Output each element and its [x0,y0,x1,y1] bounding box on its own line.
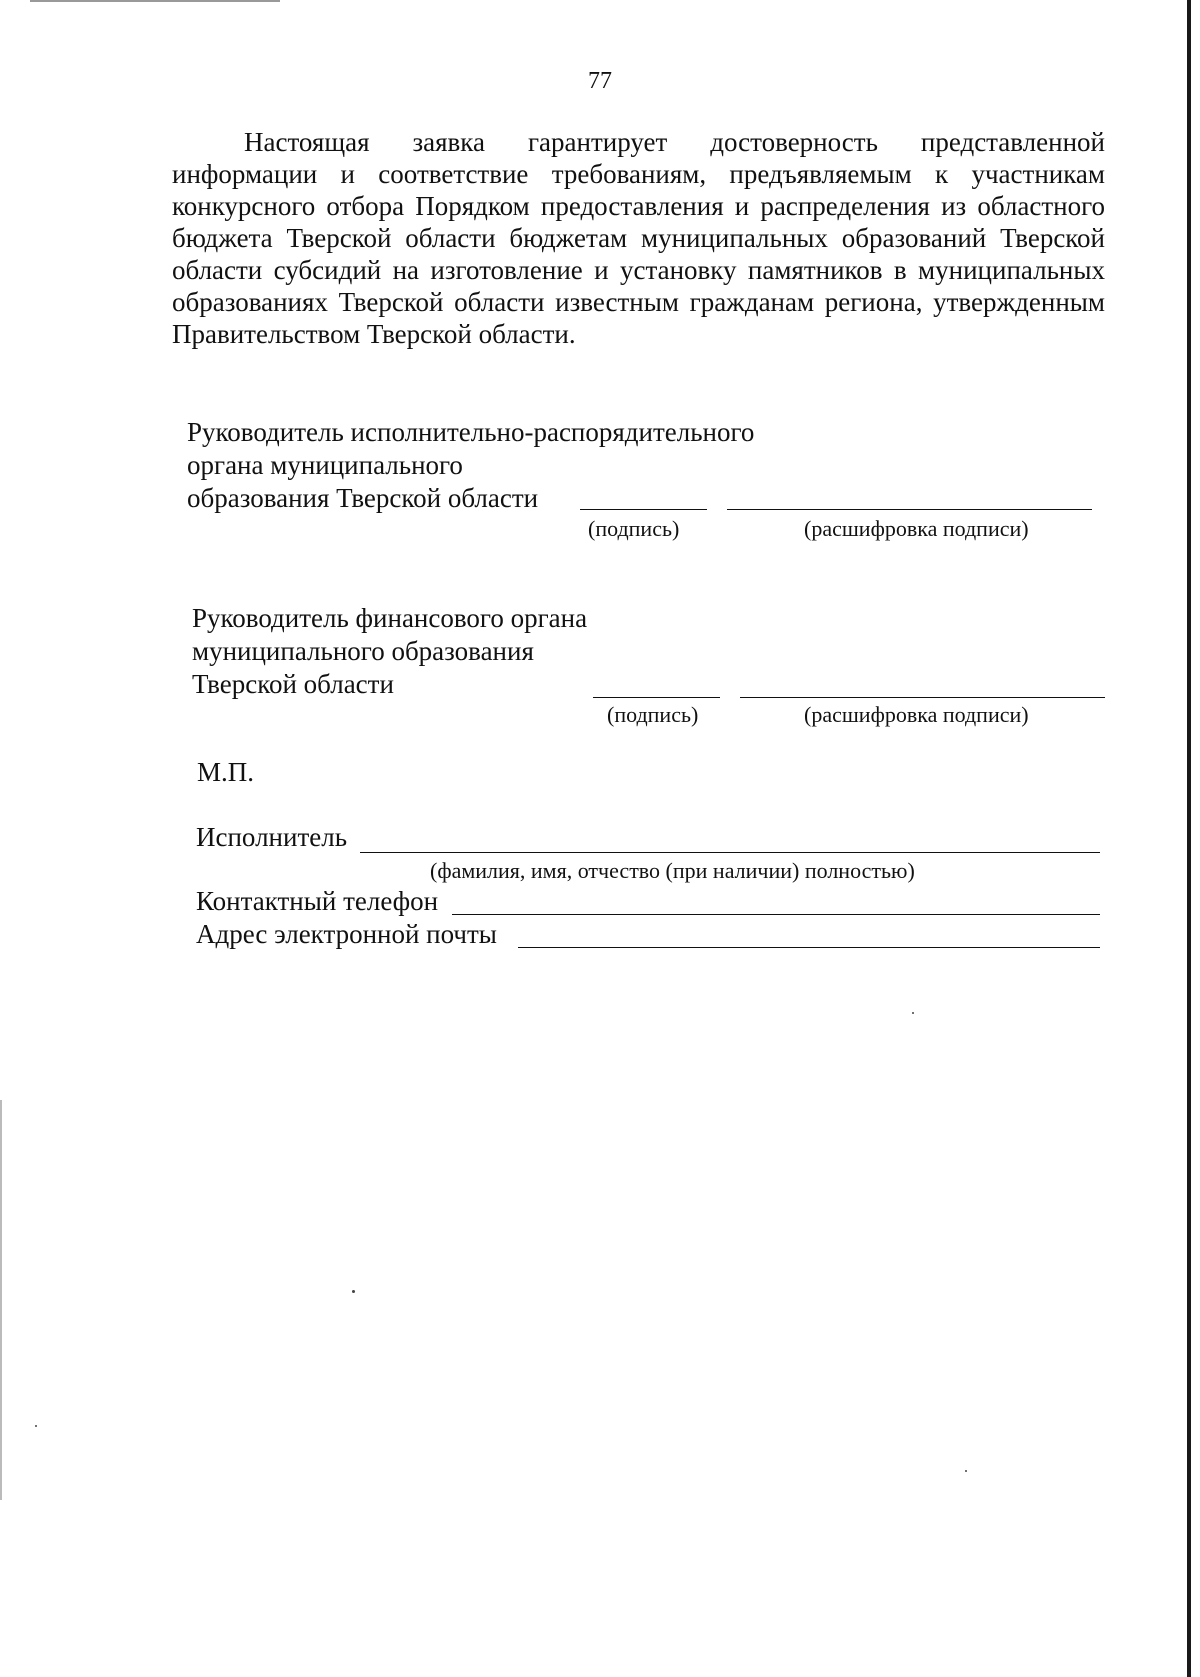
signatory-2-signature-line[interactable] [593,697,720,698]
scan-edge-left [0,1100,2,1500]
signatory-1-decoding-caption: (расшифровка подписи) [804,516,1029,541]
scan-speck [352,1290,355,1293]
signatory-2-signature-caption: (подпись) [607,702,699,727]
signatory-1-signature-line[interactable] [580,509,707,510]
scan-edge-right [1187,0,1191,1677]
seal-label: М.П. [197,757,255,787]
signatory-2-line-2: муниципального образования [192,636,534,666]
executor-caption: (фамилия, имя, отчество (при наличии) полностью) [430,858,915,883]
page-number: 77 [588,68,612,94]
signatory-2-line-1: Руководитель финансового органа [192,603,588,633]
scan-speck [35,1425,37,1427]
phone-field-line[interactable] [452,914,1100,915]
signatory-1-title [187,416,754,515]
executor-field-line[interactable] [360,852,1100,853]
email-label: Адрес электронной почты [196,919,497,949]
scan-edge-top [30,0,280,2]
signatory-1-line-2: органа муниципального [187,450,463,480]
signatory-2-line-3: Тверской области [192,669,394,699]
intro-paragraph: Настоящая заявка гарантирует достоверность представленной информации и соответствие требованиям, предъявляемым к участникам конкурсного отбора Порядком предоставления и распределения из областного бюджета Тверской области бюджетам муниципальных образований Тверской области субсидий на изготовление и установку памятников в муниципальных образованиях Тверской области известным гражданам региона, утвержденным Правительством Тверской области. [172,127,1105,349]
signatory-2-decoding-line[interactable] [740,697,1105,698]
scan-speck [912,1012,914,1014]
signatory-2-decoding-caption: (расшифровка подписи) [804,702,1029,727]
email-field-line[interactable] [518,947,1100,948]
signatory-1-signature-caption: (подпись) [588,516,680,541]
signatory-1-decoding-line[interactable] [727,509,1092,510]
executor-label: Исполнитель [196,822,348,852]
signatory-1-line-1: Руководитель исполнительно-распорядительного [187,417,755,447]
phone-label: Контактный телефон [196,886,439,916]
signatory-1-line-3: образования Тверской области [187,483,539,513]
scan-speck [965,1470,967,1472]
signatory-2-title [192,602,587,701]
